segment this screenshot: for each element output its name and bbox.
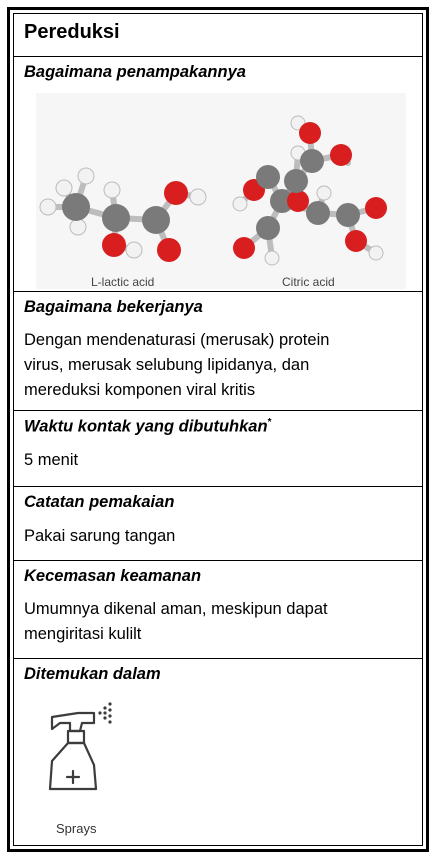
found-in-heading: Ditemukan dalam	[24, 665, 161, 683]
safety-line-1: Umumnya dikenal aman, meskipun dapat	[24, 600, 328, 618]
found-in-section	[14, 658, 422, 845]
mechanism-line-3: mereduksi komponen viral kritis	[24, 381, 256, 399]
title-row	[14, 14, 422, 56]
lactic-acid-label: L-lactic acid	[91, 275, 155, 289]
molecule-illustration	[36, 93, 406, 289]
sprays-label: Sprays	[56, 821, 97, 836]
safety-heading: Kecemasan keamanan	[24, 567, 202, 585]
spray-bottle-icon	[38, 699, 118, 794]
appearance-heading: Bagaimana penampakannya	[24, 63, 246, 81]
card-title: Pereduksi	[24, 21, 120, 43]
mechanism-line-1: Dengan mendenaturasi (merusak) protein	[24, 331, 330, 349]
safety-section	[14, 560, 422, 658]
citric-acid-label: Citric acid	[282, 275, 335, 289]
contact-time-value: 5 menit	[24, 451, 79, 469]
safety-line-2: mengiritasi kulilt	[24, 625, 142, 643]
contact-time-section	[14, 410, 422, 486]
info-card	[13, 13, 423, 846]
mechanism-line-2: virus, merusak selubung lipidanya, dan	[24, 356, 310, 374]
appearance-section	[14, 56, 422, 291]
usage-notes-heading: Catatan pemakaian	[24, 493, 175, 511]
mechanism-section	[14, 291, 422, 410]
mechanism-heading: Bagaimana bekerjanya	[24, 298, 203, 316]
footnote-marker: *	[267, 417, 272, 428]
usage-notes-value: Pakai sarung tangan	[24, 527, 176, 545]
usage-notes-section	[14, 486, 422, 560]
contact-time-heading	[24, 417, 271, 437]
contact-time-heading-text: Waktu kontak yang dibutuhkan	[24, 417, 268, 436]
